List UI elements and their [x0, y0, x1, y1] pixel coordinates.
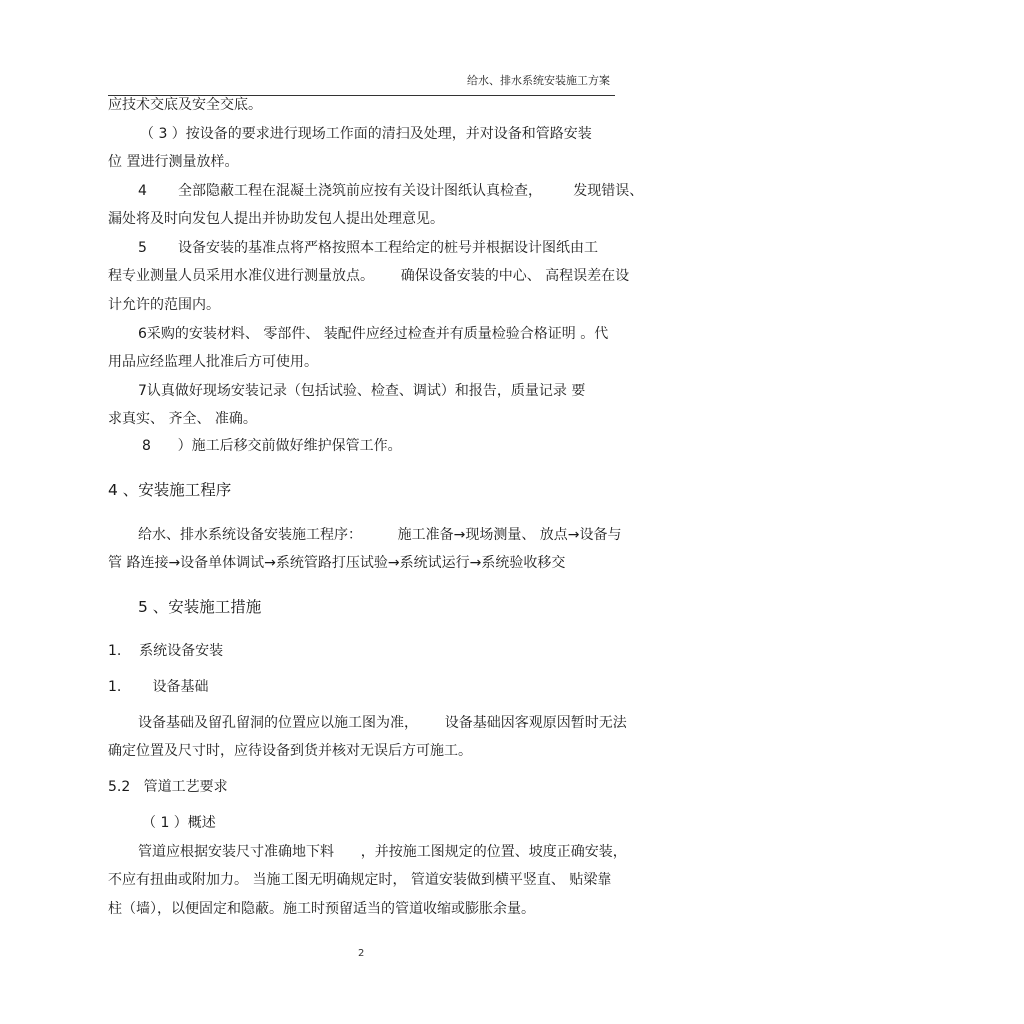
subsection-heading: 5.2 管道工艺要求: [108, 779, 228, 795]
body-line: 8 ）施工后移交前做好维护保管工作。: [142, 438, 402, 454]
running-header: 给水、排水系统安装施工方案: [467, 74, 610, 87]
page-number: 2: [358, 948, 365, 959]
body-line: 应技术交底及安全交底。: [108, 97, 262, 113]
body-line: 位 置进行测量放样。: [108, 154, 239, 170]
body-line: 管 路连接→设备单体调试→系统管路打压试验→系统试运行→系统验收移交: [108, 555, 566, 571]
body-line: 计允许的范围内。: [108, 297, 220, 313]
body-line: 程专业测量人员采用水准仪进行测量放点。 确保设备安装的中心、 高程误差在设: [108, 268, 630, 284]
body-line: 设备基础及留孔留洞的位置应以施工图为准， 设备基础因客观原因暂时无法: [138, 715, 627, 731]
section-5-heading: 5 、安装施工措施: [138, 598, 262, 616]
body-line: 求真实、 齐全、 准确。: [108, 411, 257, 427]
body-line: 7认真做好现场安装记录（包括试验、检查、调试）和报告，质量记录 要: [138, 383, 586, 399]
body-line: 确定位置及尺寸时，应待设备到货并核对无误后方可施工。: [108, 743, 472, 759]
body-line: 给水、排水系统设备安装施工程序： 施工准备→现场测量、 放点→设备与: [138, 527, 622, 543]
subsection-heading: 1. 设备基础: [108, 679, 209, 695]
body-line: 漏处将及时向发包人提出并协助发包人提出处理意见。: [108, 211, 444, 227]
section-4-heading: 4 、安装施工程序: [108, 481, 232, 499]
body-line: 管道应根据安装尺寸准确地下料 ，并按施工图规定的位置、坡度正确安装，: [138, 844, 627, 860]
body-line: 5 设备安装的基准点将严格按照本工程给定的桩号并根据设计图纸由工: [138, 240, 599, 256]
body-line: 不应有扭曲或附加力。 当施工图无明确规定时， 管道安装做到横平竖直、 贴梁靠: [108, 872, 612, 888]
subsection-heading: （ 1 ）概述: [142, 815, 216, 831]
body-line: 6采购的安装材料、 零部件、 装配件应经过检查并有质量检验合格证明 。代: [138, 326, 609, 342]
body-line: （ 3 ）按设备的要求进行现场工作面的清扫及处理，并对设备和管路安装: [140, 126, 592, 142]
subsection-heading: 1. 系统设备安装: [108, 643, 224, 659]
body-line: 4 全部隐蔽工程在混凝土浇筑前应按有关设计图纸认真检查， 发现错误、: [138, 183, 644, 199]
body-line: 用品应经监理人批准后方可使用。: [108, 354, 318, 370]
body-line: 柱（墙），以便固定和隐蔽。施工时预留适当的管道收缩或膨胀余量。: [108, 901, 535, 917]
